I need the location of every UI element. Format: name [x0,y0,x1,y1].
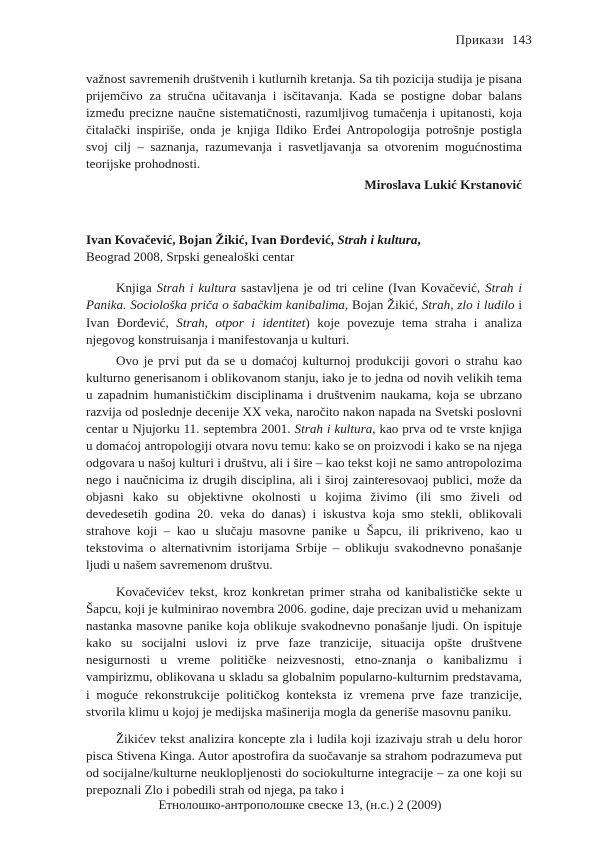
review-paragraph-2: Ovo je prvi put da se u domaćoj kulturnoj produkciji govori o strahu kao kulturno generisanom i oblikovanom stanju, iako je to jedna od novih velikih tema u zapadnim humanističkim disciplinama i društvenim naukama, koja se ubrzano razvija od poslednje decenije XX veka, naročito nakon napada na Svetski poslovni centar u Njujorku 11. septembra 2001. Strah i kultura, kao prva od te vrste knjiga u domaćoj antropologiji otvara novu temu: kako se on proizvodi i kako se na njega odgovara u našoj kulturi i društvu, ali i šire – kao tekst koji ne samo antropolozima nego i naučnicima iz drugih disciplina, ali i široj zainteresovaoj publici, može da objasni kako su objektivne okolnosti u kojima živimo (ili smo živeli od devedesetih godina 20. veka do danas) i iskustva koja smo stekli, oblikovali strahove koji – kao u slučaju masovne panike u Šapcu, ili prikriveno, kao u tekstovima o alternativnim istorijama Srbije – oblikuju svakodnevno ponašanje ljudi u našem savremenom društvu. [86,352,522,573]
review-paragraph-4: Žikićev tekst analizira koncepte zla i ludila koji izazivaju strah u delu horor pisca Stivena Kinga. Autor apostrofira da suočavanje sa strahom podrazumeva put od socijalne/kulturne neuklopljenosti do sociokulturne integracije – za one koji su prepoznali Zlo i pobedili strah od njega, pa tako i [86,730,522,797]
book-publication-info: Beograd 2008, Srpski genealoški centar [86,249,295,265]
section-title: Прикази [455,32,504,47]
reviewer-signature: Miroslava Lukić Krstanović [364,177,522,193]
previous-review-closing-paragraph: važnost savremenih društvenih i kutlurnih kretanja. Sa tih pozicija studija je pisana prijemčivo za stručna učitavanja i isčitavanja. Kada se postigne dobar balans između precizne naučne sistematičnosti, razumljivog tumačenja i upitanosti, koja čitalački inspiriše, onda je knjiga Ildiko Erđei Antropologija potrošnje postigla svoj cilj – saznanja, razumevanja i rasvetljavanja sa otvorenim mogućnostima teorijske prohodnosti. [86,71,522,172]
page-number: 143 [511,32,532,47]
review-paragraph-3: Kovačevićev tekst, kroz konkretan primer straha od kanibalističke sekte u Šapcu, koji je kulminirao novembra 2006. godine, daje precizan uvid u mehanizam nastanka masovne panike koja oblikuje svakodnevno ponašanje ljudi. On ispituje kako su socijalni uslovi iz prve faze tranzicije, situacija opšte društvene nesigurnosti u vreme političke neizvesnosti, etno-znanja o kanibalizmu i vampirizmu, oblikovana u skladu sa globalnim popularno-kulturnim predstavama, i moguće rekonstrukcije političkog konteksta iz vremena prve faze tranzicije, stvorila klimu u kojoj je medijska mašinerija mogla da generiše masovnu paniku. [86,584,522,719]
book-title-comma: , [417,232,421,248]
book-title: Strah i kultura [337,232,418,248]
journal-footer: Етнолошко-антрополошке свеске 13, (н.с.) 2 (2009) [158,797,442,812]
running-head [456,32,532,48]
review-paragraph-1: Knjiga Strah i kultura sastavljena je od tri celine (Ivan Kovačević, Strah i Panika. Sociološka priča o šabačkim kanibalima, Bojan Žikić, Strah, zlo i ludilo i Ivan Đorđević, Strah, otpor i identitet) koje povezuje tema straha i analiza njegovog konstruisanja i manifestovanja u kulturi. [86,280,522,347]
book-authors: Ivan Kovačević, Bojan Žikić, Ivan Đorđević, [86,232,335,248]
page-body [86,70,522,798]
review-heading [86,231,522,248]
